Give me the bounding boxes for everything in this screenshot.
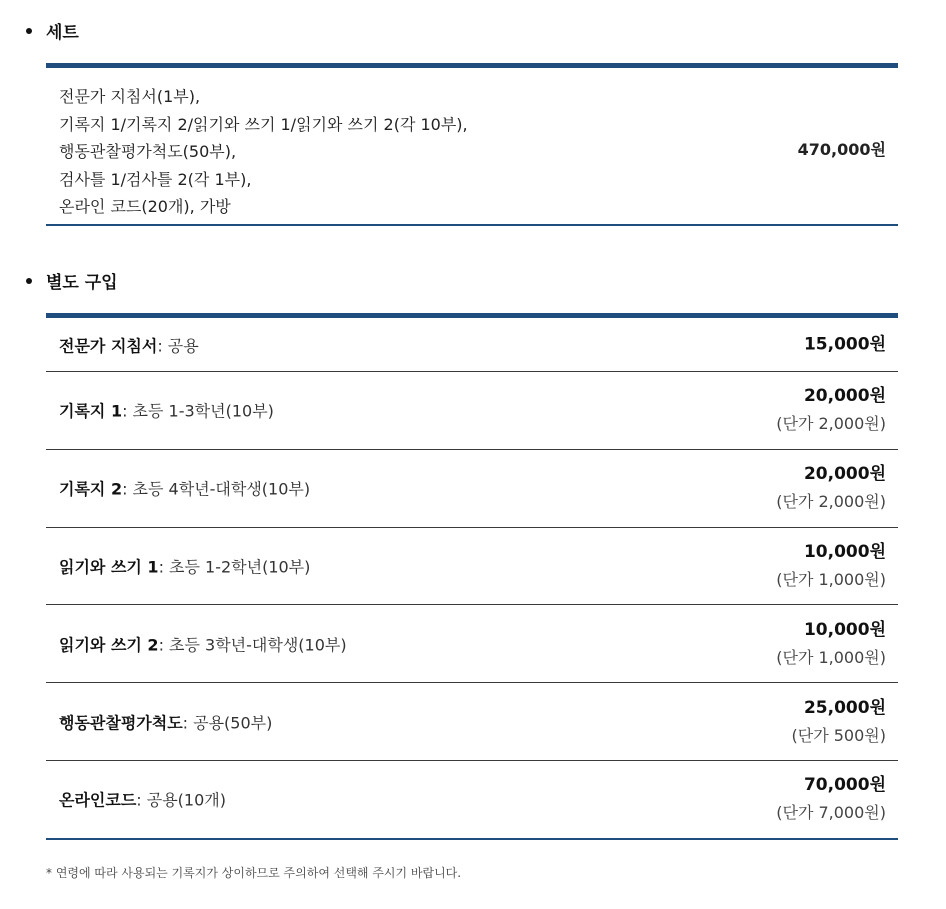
item-name-cell [59, 333, 199, 356]
item-unit-price: (단가 1,000원) [776, 569, 886, 589]
set-items-list [59, 83, 468, 221]
item-price: 25,000원 [803, 697, 886, 718]
item-unit-price: (단가 1,000원) [776, 647, 886, 667]
item-unit-price: (단가 500원) [791, 725, 886, 745]
item-name-cell [59, 477, 310, 500]
individual-section-heading [26, 268, 118, 293]
item-price: 15,000원 [803, 334, 886, 354]
item-name: 기록지 2 [59, 479, 123, 499]
item-name: 읽기와 쓰기 1 [59, 557, 159, 577]
item-description: : 초등 1-3학년(10부) [122, 401, 274, 421]
item-name: 읽기와 쓰기 2 [59, 635, 159, 655]
item-name-cell [59, 632, 347, 655]
item-name: 행동관찰평가척도 [59, 713, 183, 733]
table-row [46, 371, 898, 449]
set-price: 470,000원 [797, 140, 886, 159]
price-cell [804, 331, 886, 358]
bullet-icon [26, 28, 32, 34]
item-name-cell [59, 399, 274, 422]
item-unit-price: (단가 2,000원) [776, 414, 886, 434]
set-item: 전문가 지침서(1부), [59, 87, 201, 106]
individual-heading-text: 별도 구입 [46, 273, 118, 293]
bullet-icon [26, 278, 32, 284]
individual-items-table [46, 313, 898, 840]
table-row [46, 604, 898, 682]
item-description: : 초등 1-2학년(10부) [158, 557, 311, 577]
item-name-cell [59, 710, 272, 733]
item-price: 10,000원 [803, 619, 886, 640]
set-section-heading [26, 18, 79, 43]
item-unit-price: (단가 2,000원) [776, 492, 886, 512]
price-cell [776, 617, 886, 671]
table-row [46, 449, 898, 527]
item-price: 70,000원 [803, 775, 886, 796]
item-name-cell [59, 554, 310, 577]
price-cell [776, 772, 886, 826]
item-name: 온라인코드 [59, 790, 137, 810]
set-item: 검사틀 1/검사틀 2(각 1부), [59, 169, 252, 189]
item-description: : 초등 3학년-대학생(10부) [158, 635, 347, 655]
price-cell [792, 695, 886, 749]
item-price: 20,000원 [803, 464, 886, 485]
item-unit-price: (단가 7,000원) [776, 803, 886, 823]
price-cell [776, 461, 886, 515]
item-name: 기록지 1 [59, 401, 123, 421]
item-description: : 공용 [157, 336, 199, 355]
table-row [46, 527, 898, 605]
item-description: : 공용(50부) [182, 713, 273, 733]
table-row [46, 682, 898, 760]
item-name-cell [59, 788, 226, 811]
price-cell [776, 383, 886, 437]
table-row [46, 318, 898, 371]
set-heading-text: 세트 [46, 23, 79, 43]
price-cell [776, 539, 886, 593]
set-item: 행동관찰평가척도(50부), [59, 142, 237, 161]
item-price: 10,000원 [803, 541, 886, 562]
set-item: 기록지 1/기록지 2/읽기와 쓰기 1/읽기와 쓰기 2(각 10부), [59, 114, 468, 134]
set-table [46, 63, 898, 226]
item-description: : 초등 4학년-대학생(10부) [122, 479, 311, 499]
item-name: 전문가 지침서 [59, 336, 158, 355]
footnote: * 연령에 따라 사용되는 기록지가 상이하므로 주의하여 선택해 주시기 바랍니다. [46, 866, 462, 880]
table-row [46, 760, 898, 838]
item-price: 20,000원 [803, 386, 886, 407]
item-description: : 공용(10개) [136, 790, 226, 810]
set-item: 온라인 코드(20개), 가방 [59, 197, 231, 216]
